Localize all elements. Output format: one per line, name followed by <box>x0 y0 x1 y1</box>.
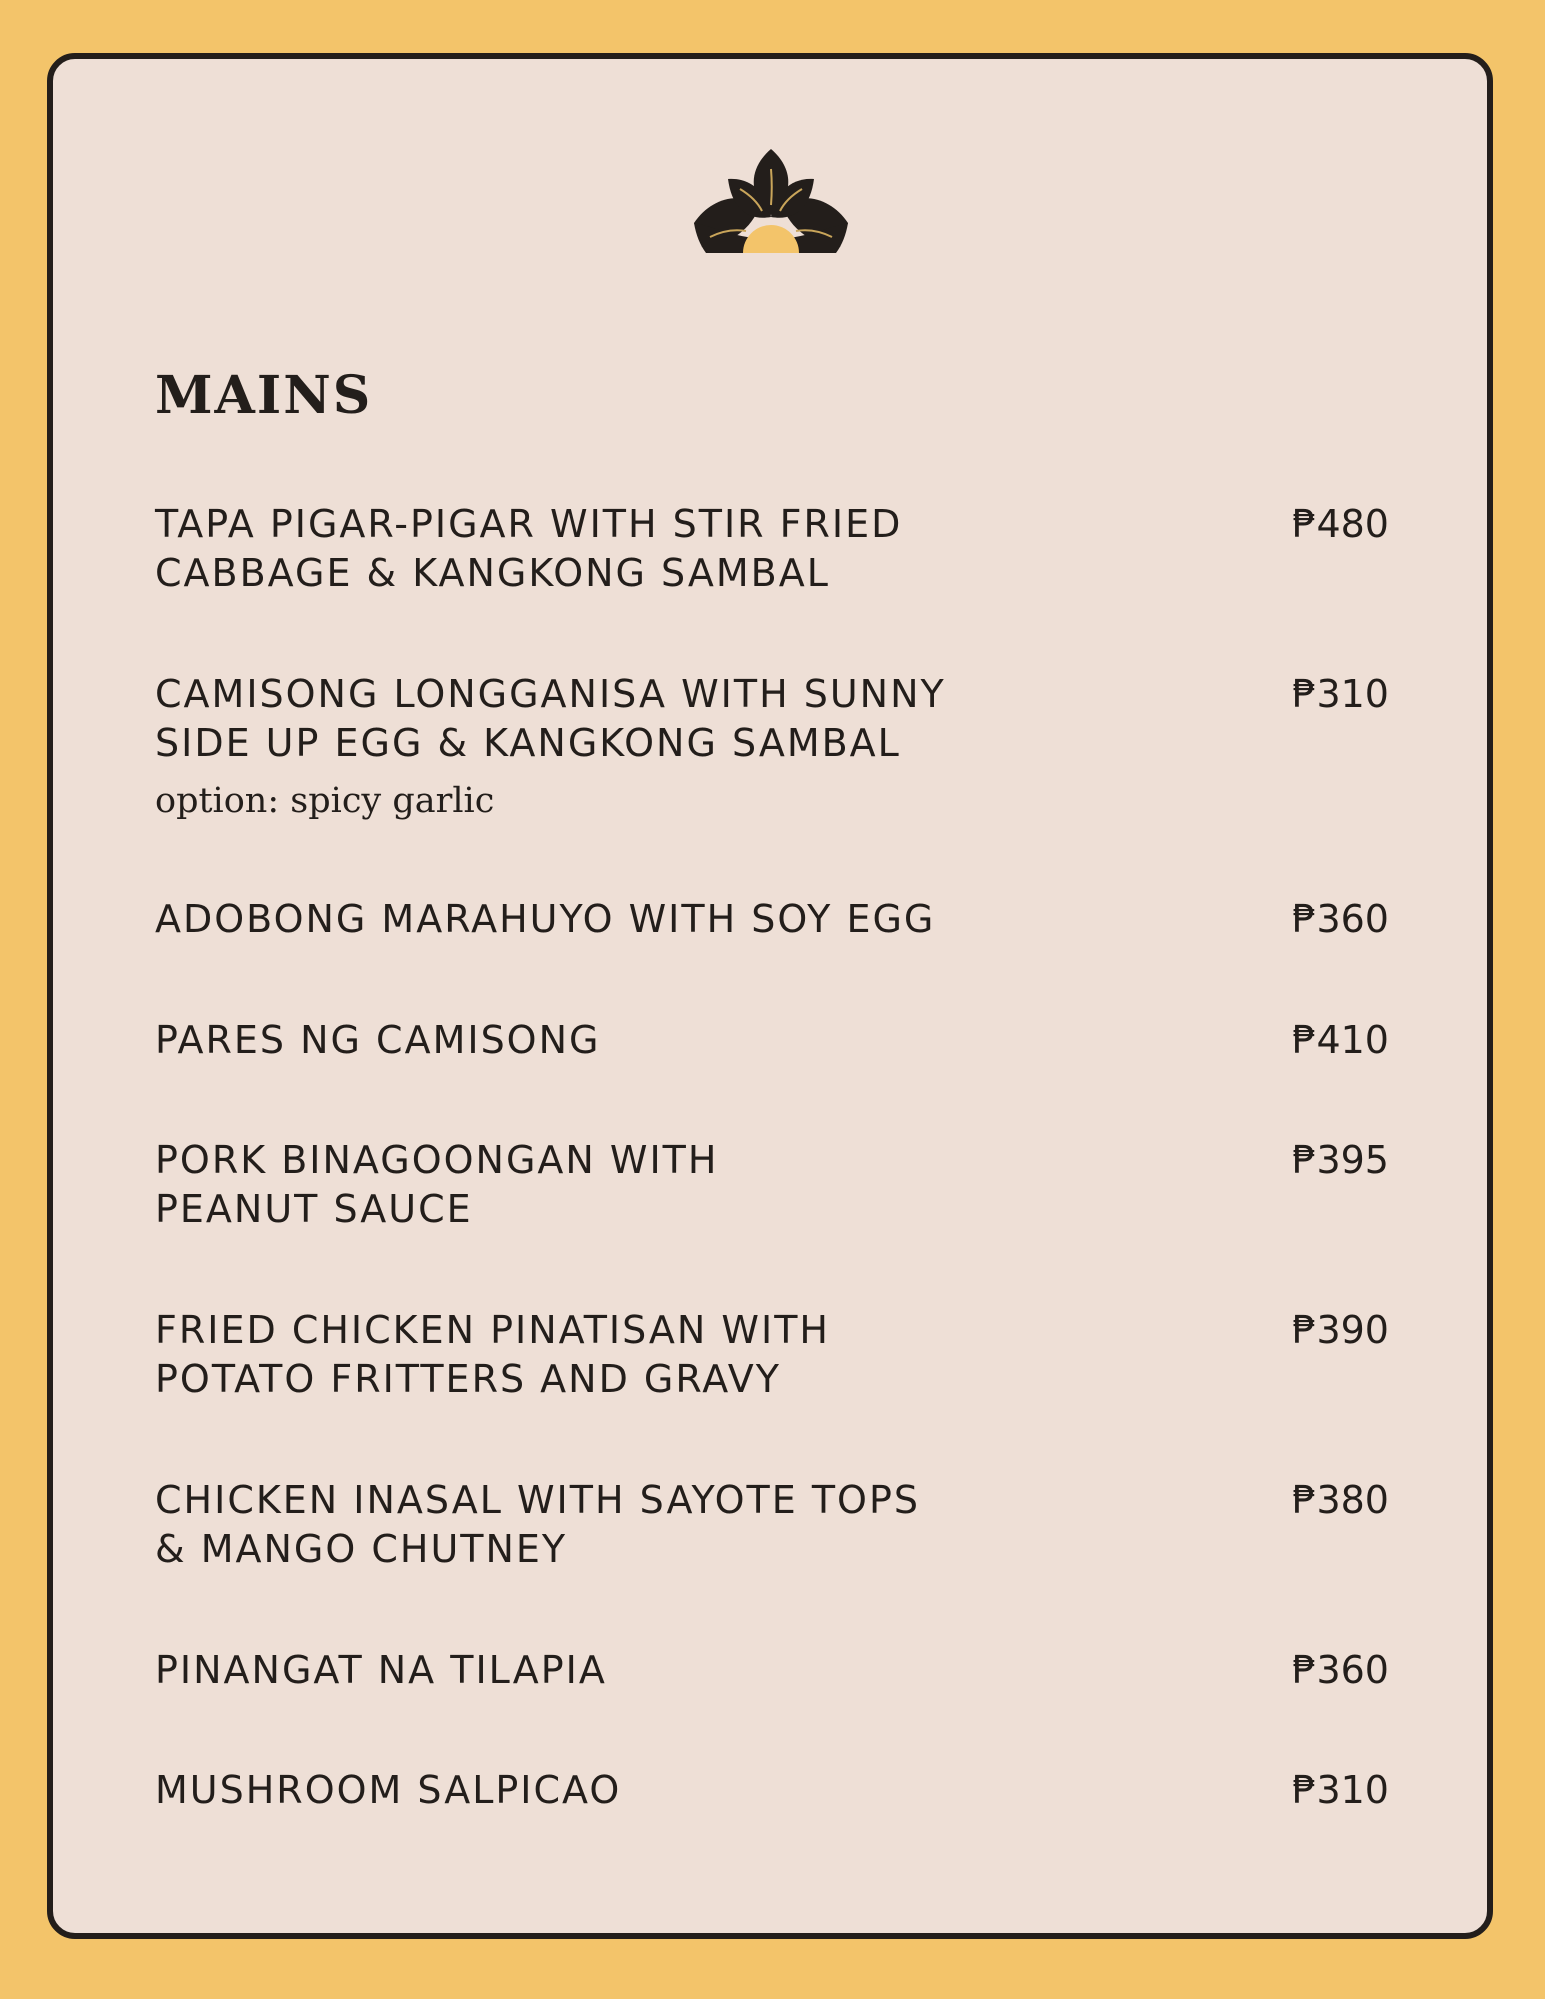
section-title: MAINS <box>155 365 373 426</box>
item-name: PARES NG CAMISONG <box>155 1018 601 1062</box>
item-price: ₱390 <box>1292 1308 1389 1352</box>
item-name: FRIED CHICKEN PINATISAN WITH POTATO FRITTERS AND GRAVY <box>155 1308 831 1401</box>
item-price: ₱360 <box>1292 897 1389 941</box>
item-name: ADOBONG MARAHUYO WITH SOY EGG <box>155 897 936 941</box>
item-option: option: spicy garlic <box>155 781 495 821</box>
item-name: TAPA PIGAR-PIGAR WITH STIR FRIED CABBAGE & KANGKONG SAMBAL <box>155 502 903 595</box>
lotus-sun-icon <box>686 147 856 253</box>
item-price: ₱360 <box>1292 1648 1389 1692</box>
item-name: PORK BINAGOONGAN WITH PEANUT SAUCE <box>155 1138 719 1231</box>
item-name: CHICKEN INASAL WITH SAYOTE TOPS & MANGO CHUTNEY <box>155 1478 920 1571</box>
item-price: ₱380 <box>1292 1478 1389 1522</box>
item-name: CAMISONG LONGGANISA WITH SUNNY SIDE UP EGG & KANGKONG SAMBAL <box>155 672 946 765</box>
item-price: ₱480 <box>1292 502 1389 546</box>
item-price: ₱395 <box>1292 1138 1389 1182</box>
item-name: PINANGAT NA TILAPIA <box>155 1648 607 1692</box>
item-price: ₱310 <box>1292 1768 1389 1812</box>
item-price: ₱410 <box>1292 1018 1389 1062</box>
item-name: MUSHROOM SALPICAO <box>155 1768 622 1812</box>
item-price: ₱310 <box>1292 672 1389 716</box>
